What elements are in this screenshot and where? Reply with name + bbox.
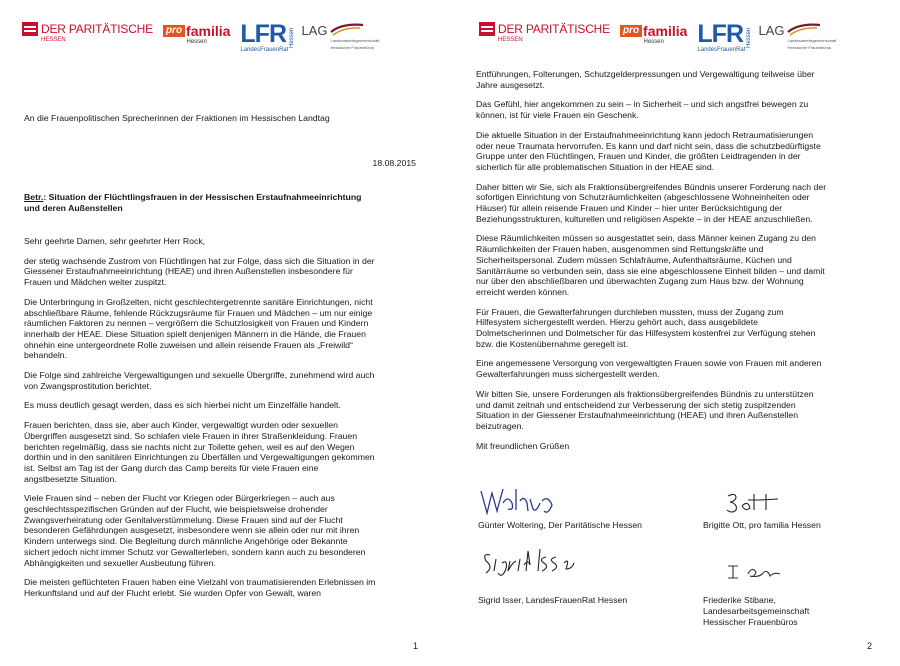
- subject-line: [24, 192, 424, 213]
- lag-logo: LAG Landesarbeitsgemeinschaft Hessischer Frauenbüros: [758, 23, 837, 50]
- profamilia-logo: pro familia Hessen: [163, 22, 230, 46]
- paritaetische-mark-icon: [22, 22, 38, 36]
- lag-swoosh-icon: [330, 22, 364, 36]
- letter-body-page-1: [24, 236, 419, 608]
- paritaetische-logo: DER PARITÄTISCHE HESSEN: [22, 22, 153, 44]
- paragraph: Frauen berichten, dass sie, aber auch Kinder, vergewaltigt wurden oder sexuellen Übergriffen ausgesetzt sind. So schlafen viele Frauen in ihrer Straßenkleidung. Frauen berichten regelmäßig, dass sie nachts nicht zur Toilette gehen, weil es auf den Wegen dorthin und in den sanitären Einrichtungen zu Überfällen und Vergewaltigungen gekommen ist. Selbst am Tag ist der Gang durch das Camp bereits für viele Frauen eine angstbesetzte Situation.: [24, 420, 375, 484]
- letter-date: 18.08.2015: [372, 158, 416, 168]
- paragraph: Das Gefühl, hier angekommen zu sein – in Sicherheit – und sich angstfrei bewegen zu können, ist für viele Frauen ein Geschenk.: [476, 99, 809, 121]
- lfr-logo: LFR LandesFrauenRat Hessen: [240, 20, 296, 53]
- closing: Mit freundlichen Grüßen: [476, 440, 570, 451]
- page-number: 2: [867, 641, 873, 651]
- paritaetische-logo: DER PARITÄTISCHE HESSEN: [479, 22, 610, 44]
- letter-page-2: [450, 0, 900, 666]
- paragraph: Die Unterbringung in Großzelten, nicht geschlechtergetrennte sanitäre Einrichtungen, nicht abschließbare Räume, fehlende Rückzugsräume für Frauen und Mädchen – um nur einige räumlichen Faktoren zu nennen – vergrößern die Schutzlosigkeit von Frauen und Kindern innerhalb der HEAE. Diese Situation spielt denjenigen Männern in die Hände, die Frauen ohnehin eine untergeordnete Rolle zuweisen und allein reisende Frauen als „Freiwild“ behandeln.: [24, 296, 373, 361]
- signatory-isser: Sigrid Isser, LandesFrauenRat Hessen: [478, 595, 628, 605]
- paragraph: Die aktuelle Situation in der Erstaufnahmeeinrichtung kann jedoch Retraumatisierungen oder neue Traumata hervorrufen. Es kann und darf nicht sein, dass die schutzbedürftigste Gruppe unter den Flüchtlingen, Frauen und Kinder, die größten Leidtragenden in der sicherlich für alle problematischen Situation in der HEAE sind.: [476, 129, 821, 172]
- letter-body-page-2: [476, 69, 876, 460]
- paragraph: Entführungen, Folterungen, Schutzgelderpressungen und Vergewaltigung teilweise über Jahre ausgesetzt.: [476, 69, 815, 90]
- logo-bar: [22, 22, 379, 58]
- salutation: Sehr geehrte Damen, sehr geehrter Herr Rock,: [24, 236, 206, 246]
- signature-woltering: [478, 483, 558, 519]
- paragraph: Es muss deutlich gesagt werden, dass es sich hierbei nicht um Einzelfälle handelt.: [24, 400, 341, 411]
- paragraph: Für Frauen, die Gewalterfahrungen durchleben mussten, muss der Zugang zum Hilfesystem sichergestellt werden. Hierzu gehört auch, dass ausgebildete Dolmetscherinnen und Dolmetscher für das Hilfesystem kostenfrei zur Verfügung stehen bzw. die Kostenübernahme geregelt ist.: [476, 306, 816, 349]
- subject-text: : Situation der Flüchtlingsfrauen in der Hessischen Erstaufnahmeeinrichtung und deren Außenstellen: [24, 192, 362, 213]
- paritaetische-mark-icon: [479, 22, 495, 36]
- paragraph: Die Folge sind zahlreiche Vergewaltigungen und sexuelle Übergriffe, zunehmend wird auch von Zwangsprostitution berichtet.: [24, 370, 375, 391]
- signatory-woltering: Günter Woltering, Der Paritätische Hessen: [478, 520, 643, 530]
- paragraph: Diese Räumlichkeiten müssen so ausgestattet sein, dass Männer keinen Zugang zu den Räumlichkeiten der Frauen haben, ausgenommen sind Rettungskräfte und Sicherheitspersonal. Zudem müssen Schlafräume, Aufenthaltsräume, Küchen und Sanitärräume so verbunden sein, dass sie eine abgeschlossene Einheit bilden – und damit nur über den abschließbaren und überwachten Zugang zum Haus bzw. der Wohnung erreicht werden können.: [476, 233, 825, 297]
- signature-isser: [480, 545, 580, 579]
- signature-stibane: [726, 562, 786, 582]
- signature-ott: [724, 490, 784, 516]
- paragraph: Wir bitten Sie, unsere Forderungen als fraktionsübergreifendes Bündnis zu unterstützen und damit zeitnah und entscheidend zur Verbesserung der sich stetig zuspitzenden Situation in der Giessener Erstaufnahmeeinrichtung (HEAE) und ihren Außenstellen beizutragen.: [476, 388, 814, 431]
- lag-swoosh-icon: [787, 22, 821, 36]
- logo-bar: [479, 22, 836, 58]
- paragraph: Die meisten geflüchteten Frauen haben eine Vielzahl von traumatisierenden Erlebnissen im Herkunftsland und auf der Flucht erlebt. Sie wurden Opfer von Gewalt, waren: [24, 577, 376, 598]
- signatory-ott: Brigitte Ott, pro familia Hessen: [703, 520, 821, 530]
- profamilia-logo: pro familia Hessen: [620, 22, 687, 46]
- paragraph: Viele Frauen sind – neben der Flucht vor Kriegen oder Bürgerkriegen – auch aus geschlechtsspezifischen Gründen auf der Flucht, wie beispielsweise drohender Zwangsverheiratung oder Genitalverstümmelung. Diese Frauen sind auf der Flucht besonderen Gefährdungen ausgesetzt, insbesondere wenn sie allein oder nur mit ihren Kindern unterwegs sind. Die Begleitung durch männliche Angehörige oder Bekannte sichert jedoch nicht immer Schutz vor Gewalterleben, sondern kann auch zu besonderen Abhängigkeiten und sexueller Ausbeutung führen.: [24, 493, 366, 568]
- paragraph: der stetig wachsende Zustrom von Flüchtlingen hat zur Folge, dass sich die Situation in der Giessener Erstaufnahmeeinrichtung (HEAE) und ihren Außenstellen insbesondere für Frauen und Mädchen weiter zuspitzt.: [24, 255, 375, 288]
- signatory-stibane: Friederike Stibane, Landesarbeitsgemeinschaft Hessischer Frauenbüros: [703, 595, 810, 627]
- lag-logo: LAG Landesarbeitsgemeinschaft Hessischer Frauenbüros: [301, 23, 380, 50]
- recipient: An die Frauenpolitischen Sprecherinnen der Fraktionen im Hessischen Landtag: [24, 113, 330, 123]
- page-number: 1: [413, 641, 419, 651]
- paragraph: Eine angemessene Versorgung von vergewaltigten Frauen sowie von Frauen mit anderen Gewalterfahrungen muss sichergestellt werden.: [476, 358, 822, 380]
- paragraph: Daher bitten wir Sie, sich als Fraktionsübergreifendes Bündnis unserer Forderung nach der sofortigen Einrichtung von Schutzräumlichkeiten (abgeschlossene Wohneinheiten oder Häuser) für allein reisende Frauen und Kinder – hier unter Berücksichtigung der Beziehungsstrukturen, kulturellen und religiösen Aspekte – in der HEAE anzuschließen.: [476, 181, 827, 224]
- subject-label: Betr.: [24, 192, 44, 202]
- lfr-logo: LFR LandesFrauenRat Hessen: [697, 20, 753, 53]
